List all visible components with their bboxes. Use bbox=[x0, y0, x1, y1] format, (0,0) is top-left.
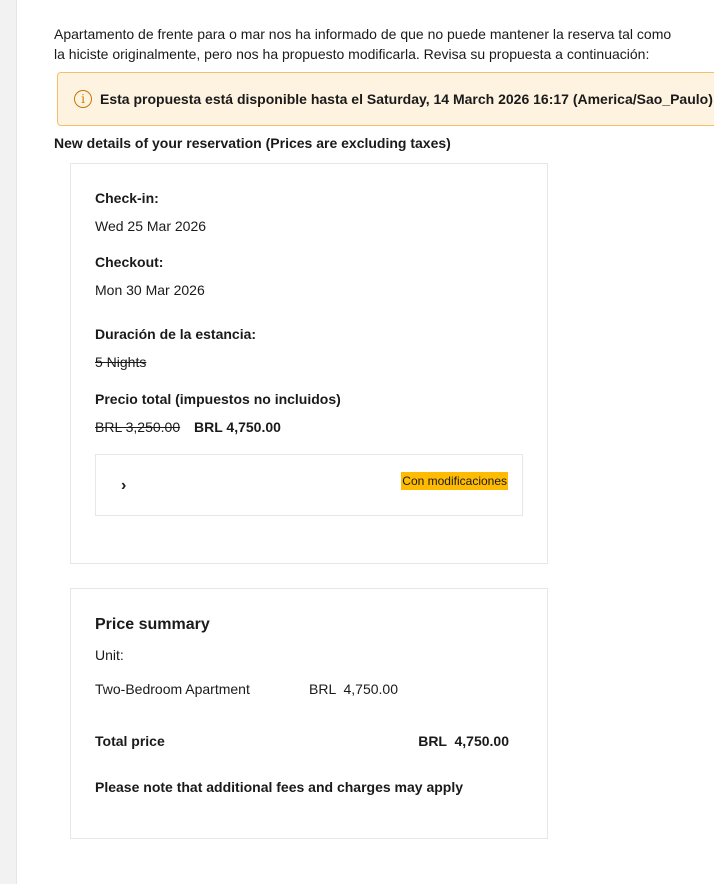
new-total-price: BRL 4,750.00 bbox=[194, 419, 281, 435]
room-name: Two-Bedroom Apartment bbox=[95, 681, 250, 697]
modifications-expander[interactable] bbox=[95, 454, 523, 516]
fees-note: Please note that additional fees and charges may apply bbox=[95, 779, 464, 795]
total-price-summary-label: Total price bbox=[95, 733, 165, 749]
intro-message bbox=[54, 24, 709, 64]
reservation-details-card bbox=[70, 163, 548, 564]
room-price: BRL 4,750.00 bbox=[309, 681, 398, 697]
total-price-row bbox=[95, 419, 281, 435]
checkout-value: Mon 30 Mar 2026 bbox=[95, 282, 205, 298]
duration-label: Duración de la estancia: bbox=[95, 326, 257, 342]
checkout-label: Checkout: bbox=[95, 254, 164, 270]
old-total-price: BRL 3,250.00 bbox=[95, 419, 181, 435]
checkin-value: Wed 25 Mar 2026 bbox=[95, 218, 207, 234]
total-price-label: Precio total (impuestos no incluidos) bbox=[95, 391, 341, 407]
price-summary-card bbox=[70, 588, 548, 839]
left-rail bbox=[0, 0, 17, 884]
unit-label: Unit: bbox=[95, 647, 124, 663]
info-icon: i bbox=[74, 90, 92, 108]
availability-notice bbox=[57, 72, 714, 126]
availability-notice-text: Esta propuesta está disponible hasta el Saturday, 14 March 2026 16:17 (America/Sao_Paulo) bbox=[100, 91, 713, 107]
duration-old-value: 5 Nights bbox=[95, 354, 147, 370]
chevron-right-icon[interactable]: › bbox=[121, 477, 127, 494]
checkin-label: Check-in: bbox=[95, 190, 159, 206]
modifications-badge: Con modificaciones bbox=[402, 474, 507, 488]
new-details-heading: New details of your reservation (Prices are excluding taxes) bbox=[54, 135, 451, 151]
intro-line-2: la hiciste originalmente, pero nos ha propuesto modificarla. Revisa su propuesta a continuación: bbox=[54, 46, 650, 62]
total-price-summary-value: BRL 4,750.00 bbox=[418, 733, 509, 749]
price-summary-title: Price summary bbox=[95, 616, 210, 633]
intro-line-1: Apartamento de frente para o mar nos ha informado de que no puede mantener la reserva tal como bbox=[54, 26, 672, 42]
